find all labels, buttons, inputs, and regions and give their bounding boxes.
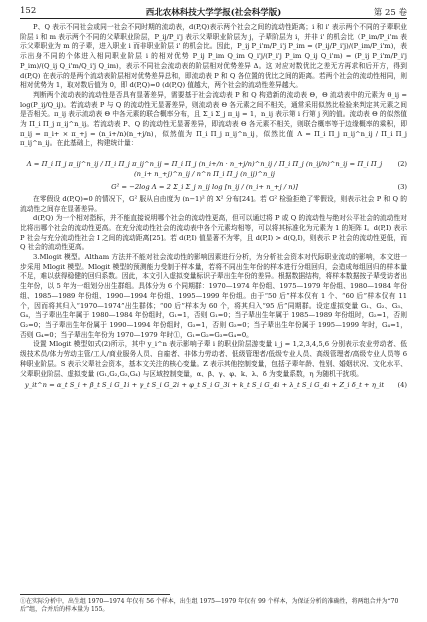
paragraph-relative-indicator: d(P,Q) 为一个相对指标，并不能直接说明哪个社会的流动性更高，但可以通过将 P 或 Q 的流动性与绝对公平社会的流动性对比将出哪个社会的流动性更高。在充分流动性社会的流动表中各个元素均相等，可以将其标准化为元素为 1 的矩阵 I。d(P,I) 表示 P 社会与充分流动性社会 I 之间的流动距离[25]。若 d(P,I) 值显著不为零，且 d(P,I) > d(Q,I)，则表示 P 社会的流动性更低，而 Q 社会的流动性更高。 xyxy=(20,214,407,252)
paragraph-model-variables: 设置 Mlogit 模型如式(2)所示，其中 y_i^n 表示影响子辈 i 的职业阶层游变量 i_j = 1,2,3,4,5,6 分别表示农业劳动者、低级技术员/体力劳动主管/工人/商业服务人员、自雇者、非体力劳动者、低级管理者/低级专业人员、高级管理者/高级专业人员等 6 种职业阶层。S 表示父辈社会资本，基本文关注的核心变量。Z 表示其他控制变量，包括子辈年龄、性别、婚姻状况、文化水平、父辈职业阶层、虚拟变量 (G₁,G₂,G₃,G₄) 与区域控制变量，α、β、γ、φ、k、λ、δ 为变量系数，η 为随机干扰项。 xyxy=(20,340,407,378)
equation-likelihood-ratio xyxy=(20,151,407,181)
footnote: ①在实际分析中，出生组 1970—1974 年仅有 56 个样本，出生组 1975—1979 年仅有 99 个样本，为保证分析的准确性，将两组合并为“70 后”组，合并后的样本量为 155。 xyxy=(20,598,399,614)
equation-2-number: (2) xyxy=(397,160,407,169)
equation-4-text: y_it^n = α_t S_i + β_t S_i G_1i + γ_t S_i G_2i + φ_t S_i G_3i + k_t S_i G_4i + λ_t S_i G_4i + Z_i δ_t + η_it xyxy=(24,381,385,390)
paragraph-null-hypothesis: 在零假设 d(P,Q)=0 的情况下，G² 服从自由度为 (n−1)² 的 X² 分布[24]。若 G² 检验拒绝了零假设，则表示社会 P 和 Q 的流动性之间存在显著差异。 xyxy=(20,194,407,213)
volume-label: 第 25 卷 xyxy=(373,8,407,18)
running-header xyxy=(20,4,407,19)
equation-g-squared xyxy=(20,183,407,193)
equation-2-text: Λ = Π_i Π_j π_ij^n_ij / Π_i Π_j π_ij^n_ij = Π_i Π_j (n_i+/n · n_+j/n)^n_ij / Π_i Π_j (n_ij/n)^n_ij = Π_i Π_j (n_i+ n_+j)^n_ij / n^n Π_i Π_j (n_ij)^n_ij xyxy=(26,160,383,178)
page-number: 152 xyxy=(20,6,37,16)
footnote-rule xyxy=(20,594,170,597)
equation-3-number: (3) xyxy=(397,183,407,192)
article-body xyxy=(20,23,407,393)
paragraph-mlogit-model: 3.Mlogit 模型。Altham 方法并不能对社会流动性的影响因素进行分析，为分析社会资本对代际职业流动的影响，本文进一步采用 Mlogit 模型。Mlogit 模型的预测能力受制于样本量，若将不同出生年份的样本进行分组回归，会造成每组回归的样本量不足，难以获得稳健的回归系数。因此，本文引入虚拟变量标识子辈出生年份的差异。根据数据结构，将样本数据按子辈受访者出生年份，以 5 年为一组划分出生群组。具体分为 6 个同期群：1970—1974 年份组、1975—1979 年份组、1980—1984 年份组、1985—1989 年份组、1990—1994 年份组、1995—1999 年份组。由于“50 后”样本仅有 1 个、“60 后”样本仅有 11 个，因而将其归入“1970—1974”出生群体；“00 后”样本为 60 个，将其归入“95 后”同期群。设定虚拟变量 G₁、G₂、G₃、G₄，当子辈出生年属于 1980—1984 年份组时，G₁=1，否则 G₁=0；当子辈出生年属于 1985—1989 年份组时，G₂=1，否则 G₂=0；当子辈出生年份属于 1990—1994 年份组时，G₃=1，否则 G₃=0；当子辈出生年份属于 1995—1999 年时，G₄=1，否则 G₄=0；当子辈出生年份为 1970—1979 年时①，G₁=G₂=G₃=G₄=0。 xyxy=(20,253,407,339)
paragraph-distance-definition: P、Q 表示不同社会或同一社会不同时期的流动表，d(P,Q)表示两个社会之间的流动性距离；i 和 i' 表示两个不同的子辈职业阶层 i 和 m 表示两个不同的父辈职业阶层，P_ij/P_i'j 表示父辈职业阶层为 j，子辈阶层为 i，并非 i' 的机会比（P_im/P_i'm 表示父辈职业为 m 的子辈，进入职业 i 而非职业阶层 i' 的机会比。因此，P_ij P_i'm/P_i'j P_im = (P_ij/P_i'j)/(P_im/P_i'm)，表示出身不同的个体进入相同职业阶层 i 的相对优势 P_ij P_im Q_im Q_i'j/(P_i'j P_im Q_ij Q_i'm) = (P_ij P_i'm/P_i'j P_im)/(Q_ij Q_i'm/Q_i'j Q_im)，表示不同社会流动表的阶层相对优势差异 Δ。这 对应对数优比之差无方再求和后开方，得到 d(P,Q) 在表示的是两个流动表阶层相对优势差异总和，即流动表 P 和 Q 各位置的优比之间的距离。若两个社会的流动性相同，则相对优势为 1，取对数后值为 0，即 d(P,Q)=0 (d(P,Q) 值越大，两个社会的流动性差异越大。 xyxy=(20,23,407,90)
equation-4-number: (4) xyxy=(397,381,407,390)
journal-title: 西北农林科技大学学报(社会科学版) xyxy=(145,8,282,18)
equation-3-text: G² = −2log Λ = 2 Σ_i Σ_j n_ij log [n_ij / (n_i+ n_+j / n)] xyxy=(111,183,298,192)
equation-mlogit xyxy=(20,381,407,391)
paragraph-likelihood-test: 判断两个流动表的流动性是否具有显著差异，需要基于社会流动表 P 和 Q 构造新的流动表 Θ，Θ 流动表中的元素为 θ_ij = log(P_ij/Q_ij)。若流动表 P 与 Q 的流动性无显著差异，则流动表 Θ 各元素之间不相关，通常采用似然比检验来判定其元素之间是否相关。π_ij 表示流动表 Θ 中各元素的联合概率分布，且 Σ_i Σ_j π_ij = 1，n_ij 表示第 i 行第 j 列的值。流动表 Θ 的似然值为 Π_i Π_j π_ij^n_ij。若流动表 P、Q 的流动性无显著差异，即流动表 Θ 各元素不相关，则联合概率等于边缘概率的乘积，即 π_ij = π_i+ × π_+j = (n_i+/n)(n_+j/n)，似然值为 Π_i Π_j π_ij^n_ij，似然比值 Λ = Π_i Π_j π_ij^n_ij / Π_i Π_j π_ij^n_ij。在此基础上，构建统计量： xyxy=(20,90,407,148)
